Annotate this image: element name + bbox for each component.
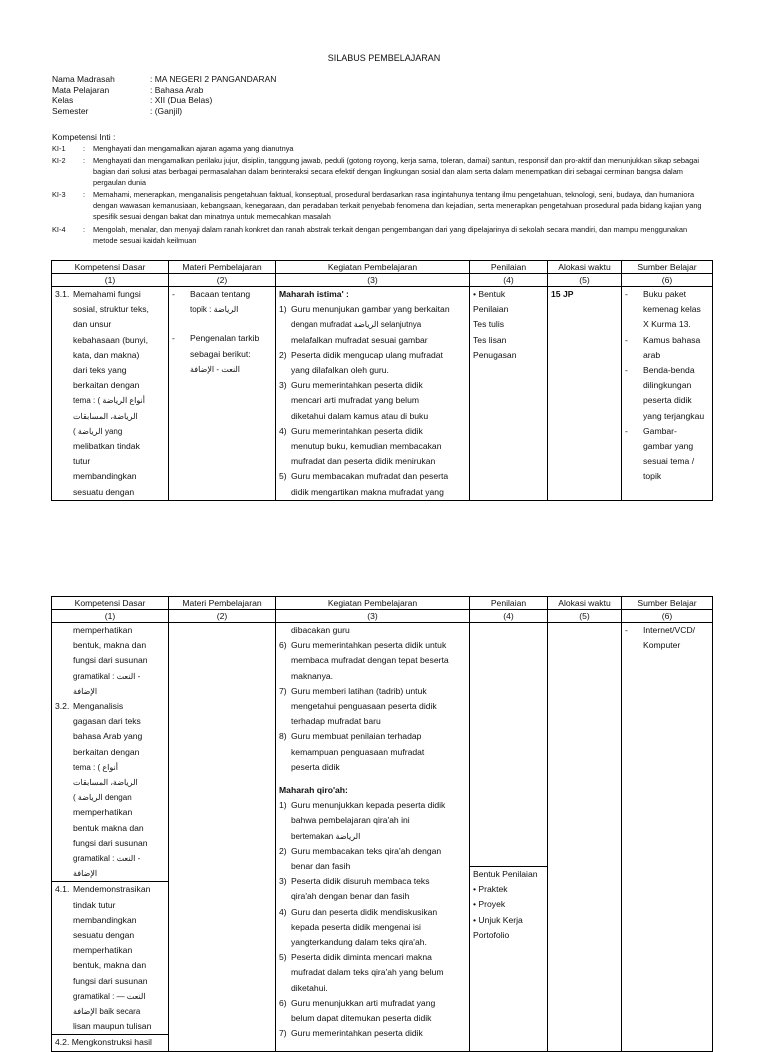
column-number: (5) [548, 274, 622, 287]
bullet-item [625, 363, 709, 424]
ki-text: Mengolah, menalar, dan menyaji dalam ranah konkret dan ranah abstrak terkait dengan pengembangan dari yang dipelajarinya di sekolah secara mandiri, dan mampu menggunakan metode sesuai kaidah keilmuan [93, 225, 688, 245]
kd-line: ( الرياضة dengan [73, 793, 132, 803]
activity-line: membaca mufradat dengan tepat beserta [291, 655, 449, 666]
penilaian-line: Penilaian [473, 304, 509, 315]
activity-line: mencari arti mufradat yang belum [291, 395, 420, 406]
penilaian-cell [470, 867, 548, 1052]
kd-line: membandingkan [73, 914, 137, 925]
activity-line: Guru memberi latihan (tadrib) untuk [291, 685, 427, 696]
activity-text [291, 874, 430, 904]
activity-text [291, 302, 450, 348]
ki-colon: : [83, 190, 86, 199]
kd-line: berkaitan dengan [73, 380, 140, 391]
activity-line: Peserta didik disuruh membaca teks [291, 876, 430, 887]
activity-line: belum dapat ditemukan peserta didik [291, 1013, 432, 1024]
kd-text [73, 287, 149, 500]
kd-line: kebahasaan (bunyi, [73, 334, 149, 345]
activity-line: mengetahui penguasaan peserta didik [291, 701, 437, 712]
bullet-item [172, 287, 272, 317]
bullet-line: dilingkungan [643, 380, 692, 391]
ki-colon: : [83, 225, 86, 234]
meta-label: Nama Madrasah [52, 74, 115, 84]
activity-number: 4) [279, 906, 287, 917]
activity-item [279, 638, 466, 684]
kd-line: memperhatikan [73, 625, 133, 635]
activity-text [291, 378, 428, 424]
activity-item [279, 469, 466, 499]
activity-line: peserta didik [291, 761, 340, 772]
ki-colon: : [83, 156, 86, 165]
activity-line: diketahui dalam kamus atau di buku [291, 410, 429, 421]
column-header: Penilaian [470, 261, 548, 274]
column-header: Materi Pembelajaran [169, 261, 276, 274]
kd-line: melibatkan tindak [73, 441, 140, 452]
bullet-text [190, 287, 250, 317]
penilaian-line: Tes tulis [473, 319, 505, 330]
bullet-line: gambar yang [643, 441, 694, 452]
activity-number: 1) [279, 304, 287, 315]
bullet-line: yang terjangkau [643, 410, 705, 421]
bullet-line: arab [643, 349, 661, 360]
activity-line: Peserta didik diminta mencari makna [291, 952, 432, 963]
activity-item [279, 950, 466, 996]
meta-label: Semester [52, 105, 89, 116]
syllabus-table-page2 [51, 596, 713, 1052]
table-row [52, 287, 713, 501]
activity-line: yangterkandung dalam teks qira'ah. [291, 937, 427, 948]
table-header-row [52, 261, 713, 274]
bullet-item [625, 424, 709, 485]
penilaian-line: • Praktek [473, 884, 508, 895]
activity-line: Guru membacakan teks qira'ah dengan [291, 845, 442, 856]
kd-line: الإضافة [73, 869, 98, 879]
ki-colon: : [83, 144, 86, 153]
activity-item [279, 874, 466, 904]
column-header: Alokasi waktu [548, 597, 622, 610]
materi-cell [169, 287, 276, 501]
bullet-item [625, 333, 709, 363]
activity-text [291, 729, 424, 775]
activity-line: qira'ah dengan benar dan fasih [291, 891, 410, 902]
activity-line: Peserta didik mengucap ulang mufradat [291, 349, 443, 360]
alokasi-value: 15 JP [551, 289, 574, 299]
penilaian-line: Tes lisan [473, 334, 507, 345]
kd-text [73, 699, 148, 881]
meta-value: : (Ganjil) [150, 105, 183, 116]
activity-number: 8) [279, 731, 287, 742]
kd-line: sosial, struktur teks, [73, 304, 149, 315]
penilaian-line: Penugasan [473, 349, 517, 360]
table-header-num-row [52, 610, 713, 623]
activity-line: mufradat dalam teks qira'ah yang belum [291, 967, 444, 978]
bullet-line: Kamus bahasa [643, 334, 701, 345]
activity-item [279, 302, 466, 348]
activity-text [291, 469, 448, 499]
kd-line: kata, dan makna) [73, 349, 140, 360]
kegiatan-cell [276, 623, 470, 1052]
column-number: (2) [169, 610, 276, 623]
bullet-line: kemenag kelas [643, 304, 701, 315]
kd-line: lisan maupun tulisan [73, 1021, 152, 1032]
activity-number: 4) [279, 425, 287, 436]
ki-item [52, 155, 712, 188]
penilaian-line: • Bentuk [473, 289, 506, 299]
activity-item [279, 1026, 466, 1041]
ki-text: Memahami, menerapkan, menganalisis pengetahuan faktual, konseptual, prosedural berdasarkan rasa ingintahunya tentang ilmu pengetahuan, teknologi, seni, budaya, dan humaniora dengan wawasan kemanusiaan, kebangsaan, kenegaraan, dan peradaban terkait penyebab fenomena dan kejadian, serta menerapkan pengetahuan prosedural pada bidang kajian yang spesifik sesuai dengan bakat dan minatnya untuk memecahkan masalah [93, 190, 702, 221]
activity-item [279, 348, 466, 378]
ki-code: KI-1 [52, 144, 66, 153]
kd-text [73, 882, 151, 1034]
activity-line: kepada peserta didik mengenai isi [291, 921, 421, 932]
column-number: (5) [548, 610, 622, 623]
kegiatan-heading: Maharah istima' : [279, 289, 349, 299]
penilaian-line: Bentuk Penilaian [473, 869, 538, 879]
column-number: (4) [470, 610, 548, 623]
kd-line: Mendemonstrasikan [73, 884, 151, 895]
activity-number: 7) [279, 1028, 287, 1039]
bullet-line: topik : الرياضة [190, 305, 239, 315]
penilaian-cell [470, 287, 548, 501]
kd-line: gramatikal : النعت - [73, 671, 141, 681]
activity-item [279, 996, 466, 1026]
kegiatan-cell [276, 287, 470, 501]
bullet-text [643, 363, 704, 424]
kd-line: bentuk, makna dan [73, 960, 147, 971]
kd-line: 4.2. Mengkonstruksi hasil [52, 1034, 168, 1050]
bullet-item [625, 287, 709, 333]
meta-value: : Bahasa Arab [150, 84, 204, 95]
bullet-line: Benda-benda [643, 365, 695, 376]
column-header: Penilaian [470, 597, 548, 610]
penilaian-line: Portofolio [473, 929, 510, 940]
bullet-line: النعت - الإضافة [190, 364, 241, 374]
kd-line: dan unsur [73, 319, 112, 330]
kd-line: fungsi dari susunan [73, 975, 148, 986]
column-number: (6) [622, 610, 713, 623]
dash-marker: - [625, 289, 628, 299]
column-header: Sumber Belajar [622, 597, 713, 610]
activity-item [279, 378, 466, 424]
activity-line: maknanya. [291, 670, 334, 681]
activity-line: kemampuan penguasaan mufradat [291, 746, 425, 757]
penilaian-line: • Proyek [473, 899, 506, 910]
document-title: SILABUS PEMBELAJARAN [327, 53, 441, 63]
activity-number: 6) [279, 640, 287, 651]
ki-code: KI-2 [52, 156, 66, 165]
kd-number: 3.1. [55, 289, 70, 299]
meta-row [52, 106, 276, 117]
activity-number: 7) [279, 685, 287, 696]
ki-code: KI-4 [52, 225, 66, 234]
meta-row [52, 85, 276, 96]
table-header-num-row [52, 274, 713, 287]
sumber-cell [622, 287, 713, 501]
bullet-text [643, 333, 700, 363]
column-header: Kegiatan Pembelajaran [276, 261, 470, 274]
activity-number: 5) [279, 471, 287, 482]
kd-line: الرياضة، المسابقات [73, 778, 138, 788]
activity-text [291, 905, 437, 951]
meta-row [52, 95, 276, 106]
kd-line: dari teks yang [73, 365, 127, 376]
activity-line: Guru menunjukan gambar yang berkaitan [291, 304, 450, 315]
column-header: Kompetensi Dasar [52, 597, 169, 610]
activity-item [279, 684, 466, 730]
bullet-line: Buku paket [643, 289, 686, 299]
kd-line: tema : ( أنواع الرياضة [73, 396, 145, 406]
activity-number: 6) [279, 997, 287, 1008]
activity-line: bahwa pembelajaran qira'ah ini [291, 815, 410, 826]
column-number: (2) [169, 274, 276, 287]
kd-line: tutur [73, 456, 91, 467]
kd-line: tema : ( أنواع [73, 762, 118, 772]
sumber-cell [622, 623, 713, 1052]
kd-line: الإضافة baik secara [73, 1007, 141, 1017]
bullet-line: sesuai tema / [643, 456, 695, 467]
activity-text [291, 950, 444, 996]
activity-line: Guru menunjukkan kepada peserta didik [291, 800, 446, 811]
kd-line: Menganalisis [73, 701, 124, 712]
ki-item [52, 224, 712, 246]
column-header: Alokasi waktu [548, 261, 622, 274]
kd-line: Memahami fungsi [73, 289, 141, 299]
bullet-line: Pengenalan tarkib [190, 333, 260, 344]
meta-label: Kelas [52, 95, 74, 105]
bullet-line: X Kurma 13. [643, 319, 691, 330]
bullet-line: Internet/VCD/ [643, 625, 696, 635]
penilaian-line: • Unjuk Kerja [473, 914, 523, 925]
activity-number: 2) [279, 349, 287, 360]
column-number: (4) [470, 274, 548, 287]
meta-value: : XII (Dua Belas) [150, 95, 213, 105]
column-header: Materi Pembelajaran [169, 597, 276, 610]
bullet-line: topik [643, 471, 662, 482]
kd-line: sesuatu dengan [73, 930, 135, 941]
activity-item [279, 798, 466, 844]
ki-heading: Kompetensi Inti : [52, 132, 116, 142]
kd-line: membandingkan [73, 471, 137, 482]
activity-line: Guru dan peserta didik mendiskusikan [291, 906, 438, 917]
activity-line: Guru memerintahkan peserta didik [291, 425, 423, 436]
alokasi-cell [548, 287, 622, 501]
activity-line: dengan mufradat الرياضة selanjutnya [291, 320, 422, 330]
kd-line: memperhatikan [73, 807, 133, 818]
kd-line: gramatikal : النعت - [73, 854, 141, 864]
activity-line: mufradat dan peserta didik menirukan [291, 456, 436, 467]
materi-cell [169, 623, 276, 1052]
activity-line: Guru membacakan mufradat dan peserta [291, 471, 449, 482]
ki-item [52, 189, 712, 222]
activity-line: Guru membuat penilaian terhadap [291, 731, 422, 742]
bullet-line: Gambar- [643, 425, 677, 436]
activity-line: didik mengartikan makna mufradat yang [291, 486, 444, 497]
activity-line: Guru memerintahkan peserta didik [291, 380, 423, 391]
column-number: (6) [622, 274, 713, 287]
meta-row [52, 74, 276, 85]
column-header: Sumber Belajar [622, 261, 713, 274]
header-meta [52, 74, 276, 116]
bullet-line: Bacaan tentang [190, 289, 251, 299]
table-header-row [52, 597, 713, 610]
ki-text: Menghayati dan mengamalkan ajaran agama yang dianutnya [93, 144, 294, 153]
kd-line: bentuk makna dan [73, 822, 144, 833]
activity-line: diketahui. [291, 982, 328, 993]
kd-cell [52, 623, 169, 1052]
activity-text [291, 424, 441, 470]
activity-line: terhadap mufradat baru [291, 716, 381, 727]
kd-line: gramatikal : — النعت [73, 991, 146, 1001]
activity-number: 1) [279, 800, 287, 811]
kd-line: الرياضة، المسابقات [73, 411, 138, 421]
kd-number: 3.2. [55, 701, 70, 712]
syllabus-table-page1 [51, 260, 713, 501]
meta-value: : MA NEGERI 2 PANGANDARAN [150, 74, 277, 84]
kd-line: الإضافة [73, 686, 98, 696]
ki-text: Menghayati dan mengamalkan perilaku jujur, disiplin, tanggung jawab, peduli (gotong royong, kerja sama, toleran, damai) santun, responsif dan pro-aktif dan menunjukkan sikap sebagai bagian dari solusi atas berbagai permasalahan dalam berinteraksi secara efektif dengan lingkungan sosial dan alam serta dalam menempatkan diri sebagai cerminan bangsa dalam pergaulan dunia [93, 156, 699, 187]
activity-line: yang dilafalkan oleh guru. [291, 365, 389, 376]
activity-line: menutup buku, kemudian membacakan [291, 441, 442, 452]
ki-item [52, 143, 712, 154]
bullet-text [643, 424, 694, 485]
penilaian-cell [470, 623, 548, 867]
dash-marker: - [625, 334, 628, 345]
activity-item [279, 424, 466, 470]
kegiatan-heading: Maharah qiro'ah: [279, 785, 348, 796]
activity-number: 2) [279, 845, 287, 856]
column-number: (3) [276, 610, 470, 623]
kd-line: berkaitan dengan [73, 746, 140, 757]
kd-line: sesuatu dengan [73, 486, 135, 497]
activity-line: melafalkan mufradat sesuai gambar [291, 334, 428, 345]
column-number: (1) [52, 274, 169, 287]
activity-number: 3) [279, 380, 287, 391]
dash-marker: - [172, 289, 175, 299]
bullet-line: Komputer [643, 640, 681, 651]
dash-marker: - [625, 625, 628, 635]
bullet-item [172, 331, 272, 377]
kd-line: tindak tutur [73, 899, 116, 910]
kegiatan-line: dibacakan guru [291, 625, 350, 635]
bullet-item [625, 623, 709, 653]
kd-line: bahasa Arab yang [73, 731, 143, 742]
column-header: Kegiatan Pembelajaran [276, 597, 470, 610]
activity-text [291, 844, 441, 874]
bullet-text [190, 331, 259, 377]
activity-item [279, 729, 466, 775]
alokasi-cell [548, 623, 622, 1052]
activity-line: bertemakan الرياضة [291, 831, 361, 841]
activity-line: Guru menunjukkan arti mufradat yang [291, 997, 436, 1008]
kd-number: 4.1. [55, 884, 70, 895]
bullet-line: peserta didik [643, 395, 692, 406]
column-number: (1) [52, 610, 169, 623]
column-header: Kompetensi Dasar [52, 261, 169, 274]
dash-marker: - [625, 365, 628, 376]
activity-item [279, 844, 466, 874]
activity-line: benar dan fasih [291, 861, 351, 872]
activity-text [291, 348, 443, 378]
activity-number: 3) [279, 876, 287, 887]
activity-text [291, 798, 445, 844]
activity-line: Guru memerintahkan peserta didik untuk [291, 640, 447, 651]
kd-line: bentuk, makna dan [73, 640, 147, 651]
ki-code: KI-3 [52, 190, 66, 199]
kd-cell [52, 287, 169, 501]
activity-text [291, 684, 437, 730]
kd-line: fungsi dari susunan [73, 837, 148, 848]
table-row [52, 623, 713, 867]
bullet-text [643, 287, 701, 333]
kd-item [52, 881, 168, 1034]
activity-number: 5) [279, 952, 287, 963]
kd-line: fungsi dari susunan [73, 655, 148, 666]
activity-text [291, 1026, 423, 1041]
column-number: (3) [276, 274, 470, 287]
activity-text [291, 638, 449, 684]
activity-item [279, 905, 466, 951]
activity-text [291, 996, 435, 1026]
bullet-text [643, 623, 695, 653]
kd-line: gagasan dari teks [73, 716, 141, 727]
dash-marker: - [625, 425, 628, 436]
kd-line: ( الرياضة yang [73, 426, 123, 436]
meta-label: Mata Pelajaran [52, 84, 110, 95]
kd-line: memperhatikan [73, 945, 133, 956]
bullet-line: sebagai berikut: [190, 348, 251, 359]
dash-marker: - [172, 333, 175, 344]
activity-line: Guru memerintahkan peserta didik [291, 1028, 423, 1039]
